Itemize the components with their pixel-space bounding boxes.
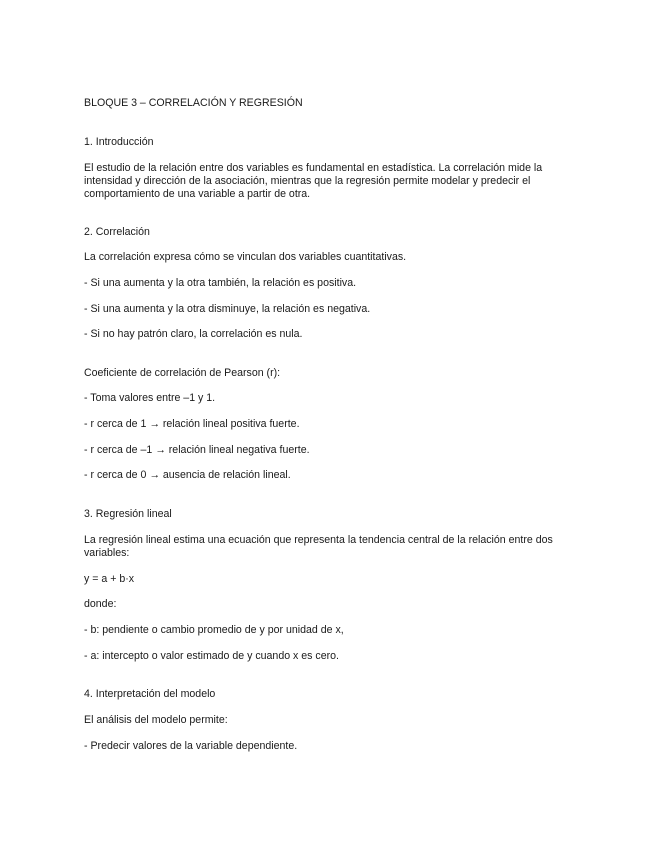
section-2-heading: 2. Correlación xyxy=(84,226,150,238)
pearson-title: Coeficiente de correlación de Pearson (r): xyxy=(84,367,281,379)
donde-label: donde: xyxy=(84,598,117,610)
section-1-heading: 1. Introducción xyxy=(84,136,154,148)
section-3-paragraph-line-1: La regresión lineal estima una ecuación que representa la tendencia central de la relación entre dos xyxy=(84,534,553,546)
section-1-paragraph-line-3: comportamiento de una variable a partir de otra. xyxy=(84,188,311,200)
document-title: BLOQUE 3 – CORRELACIÓN Y REGRESIÓN xyxy=(84,97,303,109)
section-4-heading: 4. Interpretación del modelo xyxy=(84,688,216,700)
list-item: - a: intercepto o valor estimado de y cuando x es cero. xyxy=(84,650,339,662)
list-item: - Toma valores entre –1 y 1. xyxy=(84,392,216,404)
list-item: - Predecir valores de la variable dependiente. xyxy=(84,740,298,752)
section-3-heading: 3. Regresión lineal xyxy=(84,508,172,520)
list-item: - Si una aumenta y la otra disminuye, la relación es negativa. xyxy=(84,303,371,315)
section-1-paragraph-line-2: intensidad y dirección de la asociación, mientras que la regresión permite modelar y predecir el xyxy=(84,175,531,187)
list-item: - r cerca de 0 → ausencia de relación lineal. xyxy=(84,469,291,481)
list-item: - Si no hay patrón claro, la correlación es nula. xyxy=(84,328,303,340)
document-page xyxy=(84,0,574,848)
list-item: - r cerca de –1 → relación lineal negativa fuerte. xyxy=(84,444,310,456)
section-2-intro: La correlación expresa cómo se vinculan dos variables cuantitativas. xyxy=(84,251,407,263)
list-item: - b: pendiente o cambio promedio de y por unidad de x, xyxy=(84,624,344,636)
section-4-intro: El análisis del modelo permite: xyxy=(84,714,228,726)
section-3-paragraph-line-2: variables: xyxy=(84,547,130,559)
regression-equation: y = a + b·x xyxy=(84,573,135,585)
list-item: - r cerca de 1 → relación lineal positiva fuerte. xyxy=(84,418,300,430)
list-item: - Si una aumenta y la otra también, la relación es positiva. xyxy=(84,277,357,289)
section-1-paragraph-line-1: El estudio de la relación entre dos variables es fundamental en estadística. La correlación mide la xyxy=(84,162,543,174)
